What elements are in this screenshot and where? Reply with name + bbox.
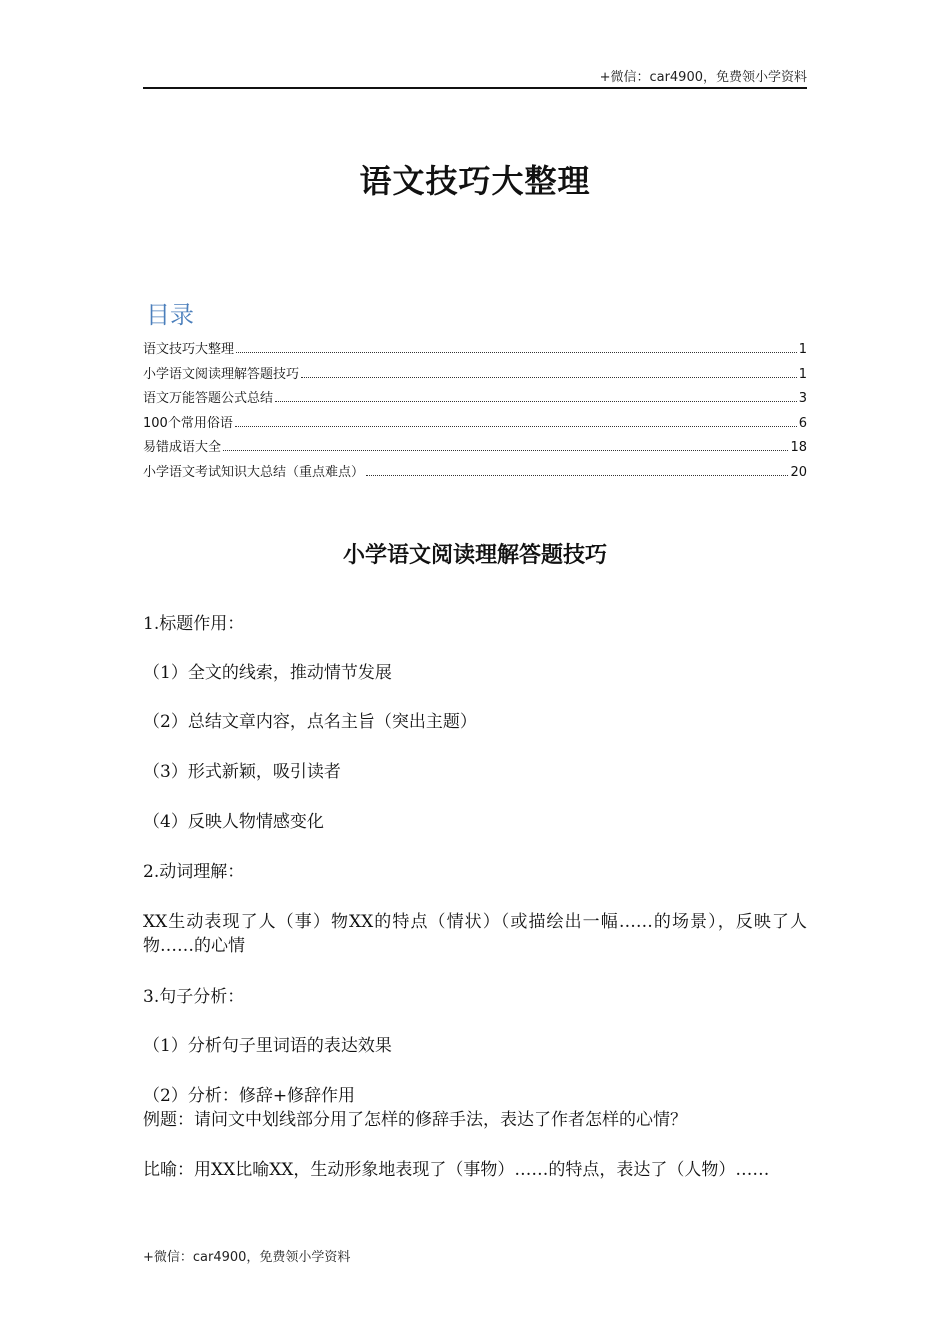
toc-item-title: 易错成语大全 bbox=[143, 440, 222, 455]
toc-item-1[interactable] bbox=[143, 340, 807, 365]
table-of-contents bbox=[143, 340, 807, 487]
toc-item-page: 3 bbox=[798, 391, 807, 406]
body-paragraph: （2）分析：修辞+修辞作用 bbox=[143, 1086, 356, 1106]
body-paragraph: 3.句子分析： bbox=[143, 987, 245, 1007]
header-divider bbox=[143, 87, 807, 89]
toc-item-page: 1 bbox=[798, 342, 807, 357]
body-paragraph: （1）全文的线索，推动情节发展 bbox=[143, 663, 392, 683]
toc-leader-dots bbox=[275, 401, 797, 402]
toc-item-page: 6 bbox=[798, 415, 807, 431]
toc-item-title: 小学语文阅读理解答题技巧 bbox=[143, 366, 300, 382]
toc-item-title: 语文万能答题公式总结 bbox=[143, 391, 274, 406]
toc-leader-dots bbox=[366, 475, 788, 476]
toc-item-page: 20 bbox=[790, 464, 807, 480]
toc-item-4[interactable] bbox=[143, 414, 807, 439]
toc-item-page: 1 bbox=[798, 366, 807, 382]
toc-item-2[interactable] bbox=[143, 365, 807, 390]
body-paragraph: 2.动词理解： bbox=[143, 862, 245, 882]
toc-leader-dots bbox=[235, 426, 797, 427]
body-paragraph: （4）反映人物情感变化 bbox=[143, 812, 324, 832]
toc-leader-dots bbox=[301, 377, 797, 378]
body-paragraph: （3）形式新颖，吸引读者 bbox=[143, 762, 341, 782]
toc-item-6[interactable] bbox=[143, 463, 807, 488]
toc-item-title: 100个常用俗语 bbox=[143, 415, 233, 431]
body-paragraph: 比喻：用XX比喻XX，生动形象地表现了（事物）……的特点，表达了（人物）…… bbox=[143, 1160, 770, 1180]
body-paragraph: XX生动表现了人（事）物XX的特点（情状）（或描绘出一幅……的场景），反映了人物……的心情 bbox=[143, 912, 807, 956]
section-title: 小学语文阅读理解答题技巧 bbox=[342, 542, 607, 568]
body-paragraph: （2）总结文章内容，点名主旨（突出主题） bbox=[143, 712, 477, 732]
page-header-text: +微信：car4900，免费领小学资料 bbox=[599, 70, 807, 85]
toc-leader-dots bbox=[236, 352, 797, 353]
document-title: 语文技巧大整理 bbox=[359, 162, 591, 200]
toc-item-3[interactable] bbox=[143, 389, 807, 414]
toc-item-title: 语文技巧大整理 bbox=[143, 342, 235, 357]
toc-heading: 目录 bbox=[146, 301, 194, 329]
body-paragraph: 例题：请问文中划线部分用了怎样的修辞手法，表达了作者怎样的心情？ bbox=[143, 1110, 687, 1130]
page-footer-text: +微信：car4900，免费领小学资料 bbox=[143, 1250, 351, 1265]
body-paragraph: （1）分析句子里词语的表达效果 bbox=[143, 1036, 392, 1056]
toc-item-5[interactable] bbox=[143, 438, 807, 463]
toc-item-title: 小学语文考试知识大总结（重点难点） bbox=[143, 464, 365, 480]
toc-leader-dots bbox=[223, 450, 788, 451]
toc-item-page: 18 bbox=[790, 440, 807, 455]
body-paragraph: 1.标题作用： bbox=[143, 614, 245, 634]
